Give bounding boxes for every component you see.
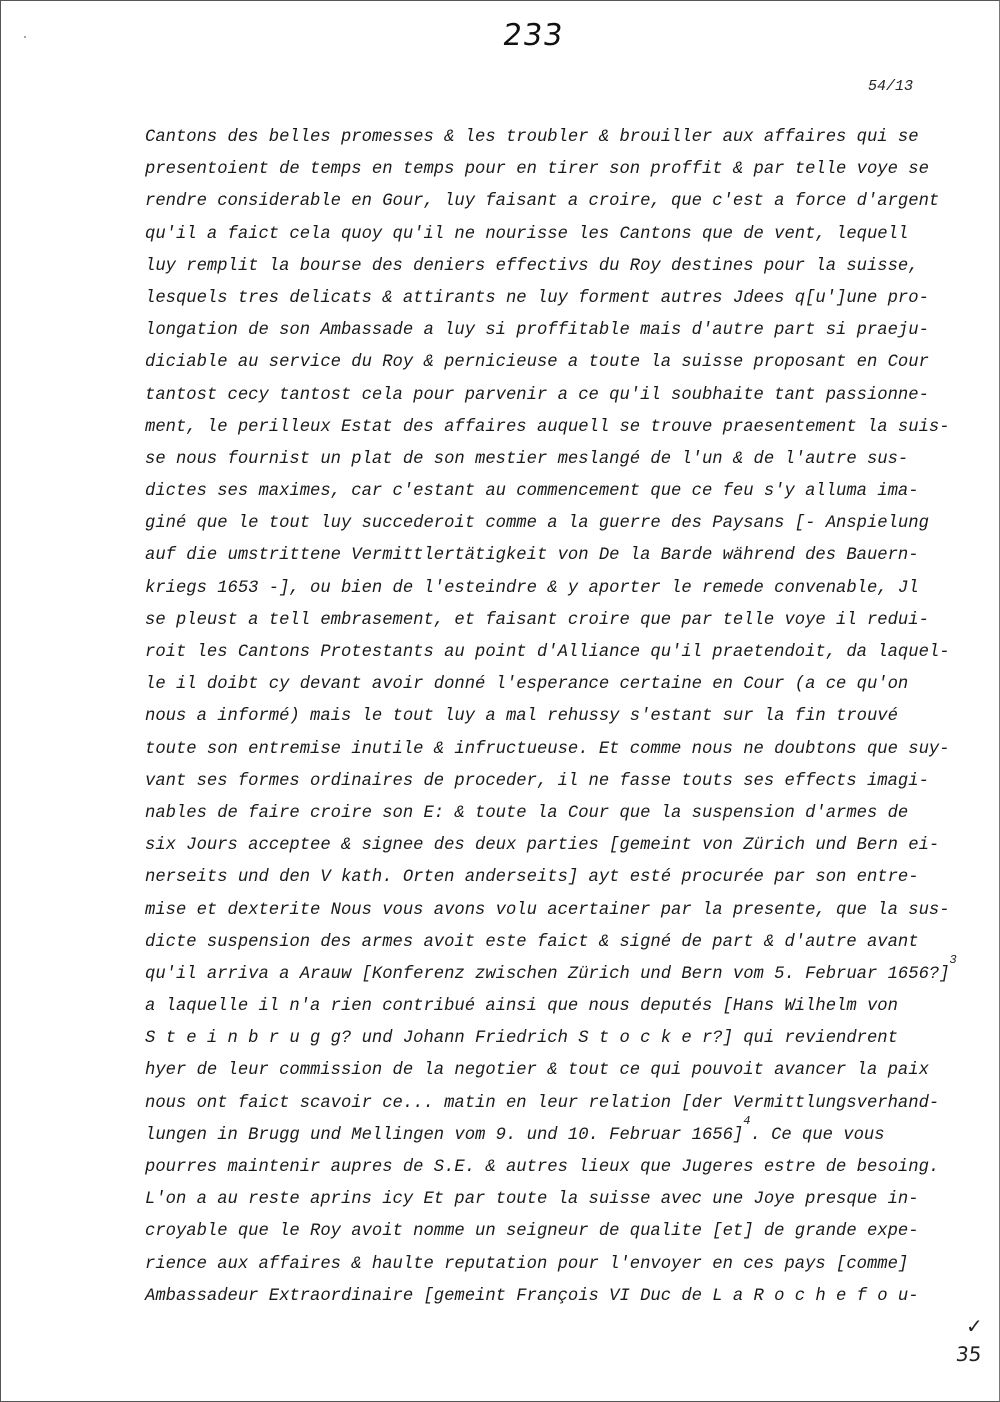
text-line: rience aux affaires & haulte reputation pour l'envoyer en ces pays [comme] — [145, 1254, 909, 1274]
margin-page-number: 35 — [954, 1342, 983, 1366]
text-line: Ambassadeur Extraordinaire [gemeint François VI Duc de L a R o c h e f o u- — [145, 1286, 919, 1306]
text-line: vant ses formes ordinaires de proceder, il ne fasse touts ses effects imagi- — [145, 771, 929, 791]
text-line: qu'il a faict cela quoy qu'il ne nourisse les Cantons que de vent, lequell — [145, 224, 909, 244]
text-line: diciable au service du Roy & pernicieuse a toute la suisse proposant en Cour — [145, 353, 929, 373]
text-line-content: qu'il arriva a Arauw [Konferenz zwischen Zürich und Bern vom 5. Februar 1656?] — [145, 964, 950, 984]
text-line: nables de faire croire son E: & toute la Cour que la suspension d'armes de — [145, 803, 909, 823]
text-line — [145, 953, 957, 991]
text-line: hyer de leur commission de la negotier & tout ce qui pouvoit avancer la paix — [145, 1061, 929, 1081]
text-line: dicte suspension des armes avoit este faict & signé de part & d'autre avant — [145, 932, 919, 952]
footnote-mark: 4 — [743, 1114, 751, 1129]
text-line: kriegs 1653 -], ou bien de l'esteindre & y aporter le remede convenable, Jl — [145, 578, 919, 598]
text-line: presentoient de temps en temps pour en tirer son proffit & par telle voye se — [145, 160, 929, 180]
text-line: se pleust a tell embrasement, et faisant croire que par telle voye il redui- — [145, 610, 929, 630]
text-line: giné que le tout luy succederoit comme a la guerre des Paysans [- Anspielung — [145, 514, 929, 534]
text-line — [145, 1114, 935, 1152]
text-line: toute son entremise inutile & infructueuse. Et comme nous ne doubtons que suy- — [145, 739, 950, 759]
transcription-body — [145, 122, 957, 1313]
text-line: S t e i n b r u g g? und Johann Friedrich S t o c k e r?] qui reviendrent — [145, 1029, 898, 1049]
text-line: tantost cecy tantost cela pour parvenir a ce qu'il soubhaite tant passionne- — [145, 385, 929, 405]
text-line-content: lungen in Brugg und Mellingen vom 9. und 10. Februar 1656] — [145, 1125, 744, 1145]
text-line: ment, le perilleux Estat des affaires auquell se trouve praesentement la suis- — [145, 417, 950, 437]
footnote-mark: 3 — [949, 953, 957, 968]
text-line: nous ont faict scavoir ce... matin en leur relation [der Vermittlungsverhand- — [145, 1093, 940, 1113]
text-line: Cantons des belles promesses & les troubler & brouiller aux affaires qui se — [145, 128, 919, 147]
text-line: auf die umstrittene Vermittlertätigkeit von De la Barde während des Bauern- — [145, 546, 919, 566]
text-line: six Jours acceptee & signee des deux parties [gemeint von Zürich und Bern ei- — [145, 836, 940, 856]
text-line: le il doibt cy devant avoir donné l'esperance certaine en Cour (a ce qu'on — [145, 675, 909, 695]
text-line: longation de son Ambassade a luy si proffitable mais d'autre part si praeju- — [145, 321, 929, 341]
text-line: L'on a au reste aprins icy Et par toute la suisse avec une Joye presque in- — [145, 1190, 919, 1210]
text-line: dictes ses maximes, car c'estant au commencement que ce feu s'y alluma ima- — [145, 482, 919, 502]
text-line: nerseits und den V kath. Orten anderseits] ayt esté procurée par son entre- — [145, 868, 919, 888]
document-reference: 54/13 — [867, 78, 913, 95]
paper-speck — [24, 36, 26, 38]
text-line: pourres maintenir aupres de S.E. & autres lieux que Jugeres estre de besoing. — [145, 1158, 940, 1177]
text-line: rendre considerable en Gour, luy faisant a croire, que c'est a force d'argent — [145, 192, 940, 212]
text-line: nous a informé) mais le tout luy a mal rehussy s'estant sur la fin trouvé — [145, 707, 898, 727]
text-line: roit les Cantons Protestants au point d'Alliance qu'il praetendoit, da laquel- — [145, 643, 950, 662]
text-line: mise et dexterite Nous vous avons volu acertainer par la presente, que la sus- — [145, 900, 950, 920]
text-line: se nous fournist un plat de son mestier meslangé de l'un & de l'autre sus- — [145, 449, 909, 469]
margin-checkmark-icon: ✓ — [966, 1314, 983, 1338]
text-line: croyable que le Roy avoit nomme un seigneur de qualite [et] de grande expe- — [145, 1222, 919, 1242]
text-line: lesquels tres delicats & attirants ne luy forment autres Jdees q[u']une pro- — [145, 288, 929, 308]
text-line: a laquelle il n'a rien contribué ainsi que nous deputés [Hans Wilhelm von — [145, 997, 898, 1017]
folio-number: 233 — [500, 18, 566, 53]
text-line-tail: . Ce que vous — [750, 1125, 885, 1145]
text-line: luy remplit la bourse des deniers effectivs du Roy destines pour la suisse, — [145, 256, 919, 276]
